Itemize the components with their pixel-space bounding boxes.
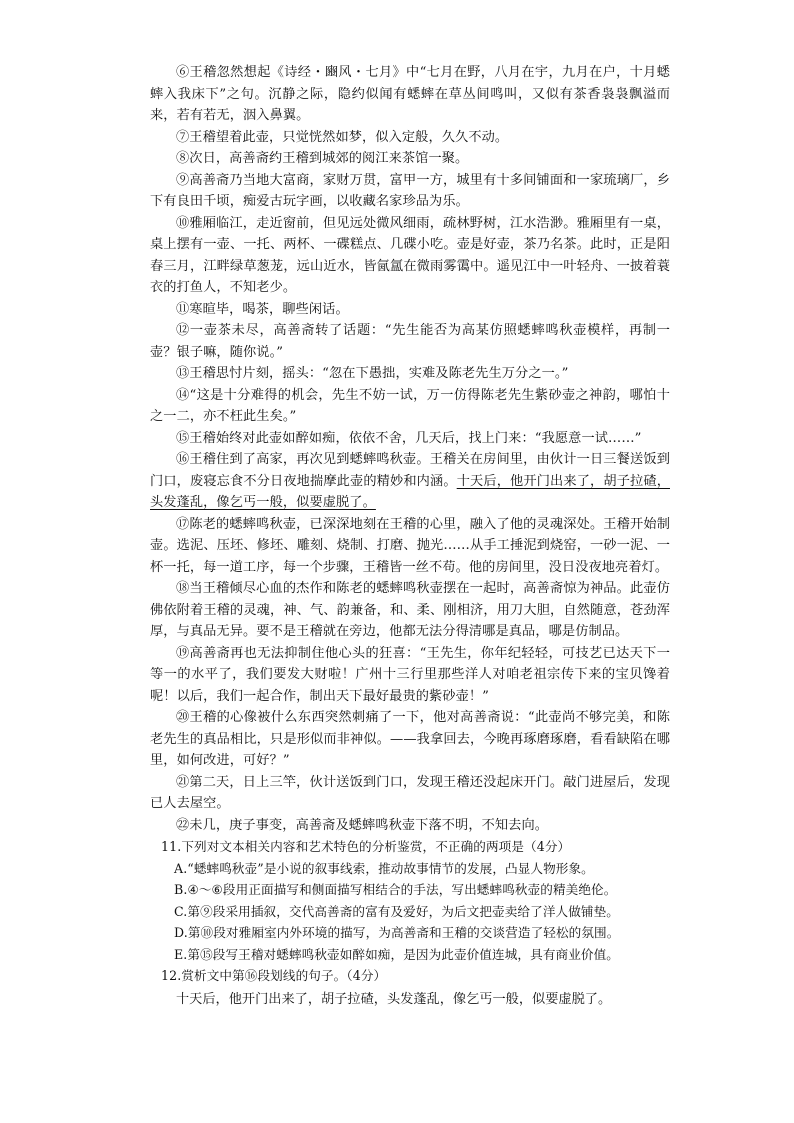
paragraph-8: ⑧次日，高善斋约王稽到城郊的阅江来茶馆一聚。 xyxy=(176,151,469,166)
paragraph-11: ⑪寒暄毕，喝茶，聊些闲话。 xyxy=(176,301,349,317)
paragraph-6: ⑥王稽忽然想起《诗经・豳风・七月》中“七月在野，八月在宇，九月在户，十月蟋蟀入我床下”之句。沉静之际，隐约似闻有蟋蟀在草丛间鸣叫，又似有茶香袅袅飘溢而来，若有若无，洇入鼻翼。 xyxy=(150,65,670,123)
paragraph-20: ⑳王稽的心像被什么东西突然刺痛了一下，他对高善斋说：“此壶尚不够完美，和陈老先生的真品相比，只是形似而非神似。——我拿回去，今晚再琢磨琢磨，看看缺陷在哪里，如何改进，可好？” xyxy=(150,710,670,768)
paragraph-19: ⑲高善斋再也无法抑制住他心头的狂喜：“王先生，你年纪轻轻，可技艺已达天下一等一的水平了，我们要发大财啦！广州十三行里那些洋人对咱老祖宗传下来的宝贝馋着呢！以后，我们一起合作，制出天下最好最贵的紫砂壶！” xyxy=(150,645,670,704)
paragraph-13: ⑬王稽思忖片刻，摇头：“忽在下愚拙，实难及陈老先生万分之一。” xyxy=(176,366,569,381)
paragraph-15: ⑮王稽始终对此壶如醉如痴，依依不舍，几天后，找上门来：“我愿意一试……” xyxy=(176,430,642,446)
question-11-option-c: C.第⑨段采用插叙，交代高善斋的富有及爱好，为后文把壶卖给了洋人做铺垫。 xyxy=(174,903,619,919)
question-11-stem: 11.下列对文本相关内容和艺术特色的分析鉴赏，不正确的两项是（4分） xyxy=(161,839,571,854)
paragraph-22: ㉒未几，庚子事变，高善斋及蟋蟀鸣秋壶下落不明，不知去向。 xyxy=(176,817,549,833)
paragraph-17: ⑰陈老的蟋蟀鸣秋壶，已深深地刻在王稽的心里，融入了他的灵魂深处。王稽开始制壶。选泥、压坯、修坯、雕刻、烧制、打磨、抛光……从手工捶泥到烧窑，一砂一泥、一杯一托，每一道工序，每一个步骤，王稽皆一丝不苟。他的房间里，没日没夜地亮着灯。 xyxy=(150,516,670,575)
question-12-quoted-sentence: 十天后，他开门出来了，胡子拉碴，头发蓬乱，像乞丐一般，似要虚脱了。 xyxy=(176,991,612,1007)
paragraph-10: ⑩雅厢临江，走近窗前，但见远处微风细雨，疏林野树，江水浩渺。雅厢里有一桌，桌上摆有一壶、一托、两杯、一碟糕点、几碟小吃。壶是好壶，茶乃名茶。此时，正是阳春三月，江畔绿草葱茏，远山近水，皆氤氲在微雨雾霭中。遥见江中一叶轻舟、一披着蓑衣的打鱼人，不知老少。 xyxy=(150,215,670,295)
paragraph-14: ⑭“这是十分难得的机会，先生不妨一试，万一仿得陈老先生紫砂壶之神韵，哪怕十之一二，亦不枉此生矣。” xyxy=(150,387,670,424)
paragraph-18: ⑱当王稽倾尽心血的杰作和陈老的蟋蟀鸣秋壶摆在一起时，高善斋惊为神品。此壶仿佛依附着王稽的灵魂，神、气、韵兼备，和、柔、刚相济，用刀大胆，自然随意，苍劲浑厚，与真品无异。要不是王稽就在旁边，他都无法分得清哪是真品，哪是仿制品。 xyxy=(150,581,670,639)
paragraph-16-plain: ⑯王稽住到了高家，再次见到蟋蟀鸣秋壶。王稽关在房间里，由伙计一日三餐送饭到门口，废寝忘食不分日夜地揣摩此壶的精妙和内涵。 xyxy=(150,452,670,489)
paragraph-12: ⑫一壶茶未尽，高善斋转了话题：“先生能否为高某仿照蟋蟀鸣秋壶模样，再制一壶？银子嘛，随你说。” xyxy=(150,323,670,360)
article-body xyxy=(150,62,670,1011)
question-11-option-b: B.④～⑥段用正面描写和侧面描写相结合的手法，写出蟋蟀鸣秋壶的精美绝伦。 xyxy=(174,882,617,897)
paragraph-16 xyxy=(150,449,670,514)
question-11-option-d: D.第⑩段对雅厢室内外环境的描写，为高善斋和王稽的交谈营造了轻松的氛围。 xyxy=(174,925,620,940)
question-11-option-e: E.第⑮段写王稽对蟋蟀鸣秋壶如醉如痴，是因为此壶价值连城，具有商业价值。 xyxy=(174,946,619,962)
paragraph-21: ㉑第二天，日上三竿，伙计送饭到门口，发现王稽还没起床开门。敲门进屋后，发现已人去屋空。 xyxy=(150,774,670,811)
question-12-stem: 12.赏析文中第⑯段划线的句子。（4分） xyxy=(161,968,387,983)
question-11-option-a: A.“蟋蟀鸣秋壶”是小说的叙事线索，推动故事情节的发展，凸显人物形象。 xyxy=(174,860,594,876)
paragraph-7: ⑦王稽望着此壶，只觉恍然如梦，似入定般，久久不动。 xyxy=(176,129,509,145)
paragraph-9: ⑨高善斋乃当地大富商，家财万贯，富甲一方，城里有十多间铺面和一家琉璃厂，乡下有良田千顷，痴爱古玩字画，以收藏名家珍品为乐。 xyxy=(150,172,670,209)
paragraph-16-underlined-sentence: 十天后，他开门出来了，胡子拉碴，头发蓬乱，像乞丐一般，似要虚脱了。 xyxy=(150,473,670,510)
